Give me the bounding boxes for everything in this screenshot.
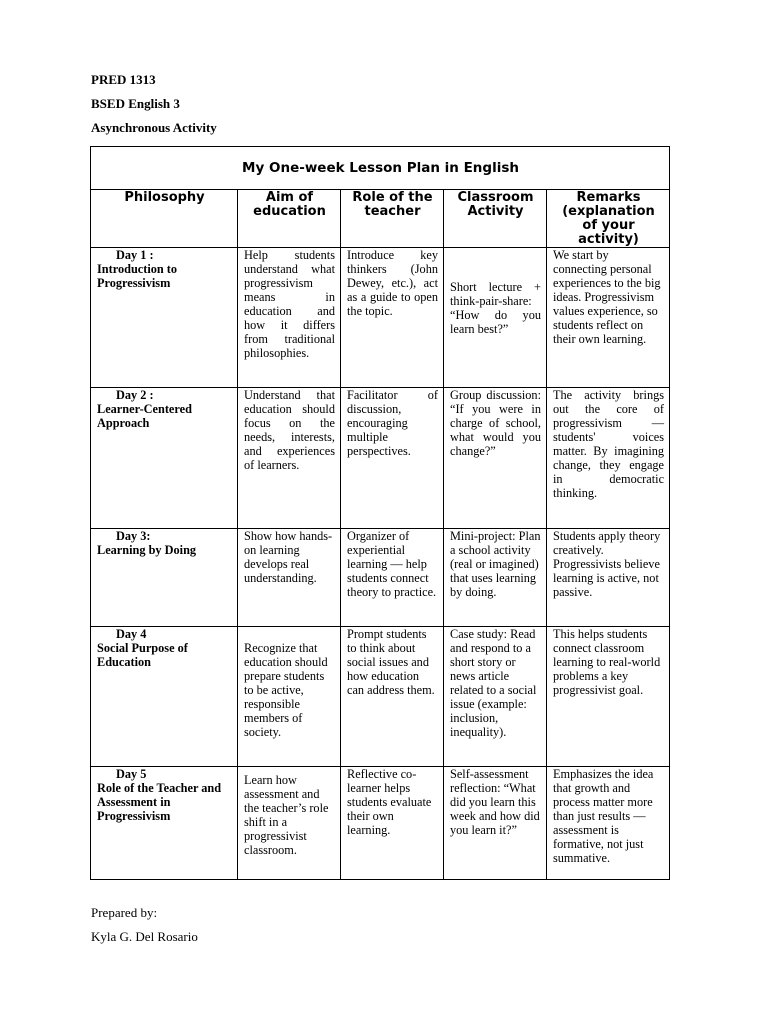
table-row: [91, 627, 670, 767]
prepared-by-label: Prepared by:: [91, 905, 158, 920]
aim-cell: Help students understand what progressivism means in education and how it differs from traditional philosophies.: [238, 248, 341, 388]
aim-cell: Show how hands-on learning develops real understanding.: [238, 529, 341, 627]
day-topic: Learner-Centered Approach: [97, 402, 192, 430]
day-label: Day 3:: [116, 529, 151, 543]
philosophy-cell: [91, 529, 238, 627]
role-cell: Reflective co-learner helps students evaluate their own learning.: [341, 767, 444, 880]
day-topic: Introduction to Progressivism: [97, 262, 178, 290]
column-header-role: Role of the teacher: [341, 190, 444, 248]
table-row: [91, 767, 670, 880]
course-code: PRED 1313: [91, 72, 156, 87]
table-row: [91, 388, 670, 529]
remarks-cell: The activity brings out the core of progressivism — students' voices matter. By imagining change, they engage in democratic thinking.: [547, 388, 670, 529]
activity-cell: Mini-project: Plan a school activity (real or imagined) that uses learning by doing.: [444, 529, 547, 627]
table-row: [91, 529, 670, 627]
remarks-cell: Emphasizes the idea that growth and process matter more than just results — assessment is formative, not just summative.: [547, 767, 670, 880]
day-topic: Social Purpose of Education: [97, 641, 188, 669]
activity-cell: Case study: Read and respond to a short story or news article related to a social issue (example: inclusion, inequality).: [444, 627, 547, 767]
column-header-activity: Classroom Activity: [444, 190, 547, 248]
philosophy-cell: [91, 767, 238, 880]
activity-cell: Self-assessment reflection: “What did you learn this week and how did you learn it?”: [444, 767, 547, 880]
column-header-remarks: Remarks (explanation of your activity): [547, 190, 670, 248]
day-label: Day 2 :: [116, 388, 154, 402]
activity-type: Asynchronous Activity: [91, 120, 217, 135]
aim-cell: Understand that education should focus on the needs, interests, and experiences of learners.: [238, 388, 341, 529]
lesson-plan-table: [90, 146, 670, 880]
philosophy-cell: [91, 627, 238, 767]
section-name: BSED English 3: [91, 96, 180, 111]
role-cell: Introduce key thinkers (John Dewey, etc.), act as a guide to open the topic.: [341, 248, 444, 388]
day-label: Day 1 :: [116, 248, 154, 262]
author-name: Kyla G. Del Rosario: [91, 929, 198, 944]
philosophy-cell: [91, 248, 238, 388]
aim-cell: Recognize that education should prepare students to be active, responsible members of society.: [238, 627, 341, 767]
activity-cell: Group discussion: “If you were in charge of school, what would you change?”: [444, 388, 547, 529]
activity-cell: Short lecture + think-pair-share: “How do you learn best?”: [444, 248, 547, 388]
remarks-cell: We start by connecting personal experiences to the big ideas. Progressivism values experience, so students reflect on their own learning.: [547, 248, 670, 388]
day-topic: Role of the Teacher and Assessment in Progressivism: [97, 781, 222, 823]
day-topic: Learning by Doing: [97, 543, 197, 557]
table-row: [91, 248, 670, 388]
table-title: My One-week Lesson Plan in English: [91, 147, 670, 190]
column-header-philosophy: Philosophy: [91, 190, 238, 248]
day-label: Day 5: [116, 767, 147, 781]
remarks-cell: This helps students connect classroom learning to real-world problems a key progressivist goal.: [547, 627, 670, 767]
day-label: Day 4: [116, 627, 147, 641]
role-cell: Organizer of experiential learning — help students connect theory to practice.: [341, 529, 444, 627]
aim-cell: Learn how assessment and the teacher’s role shift in a progressivist classroom.: [238, 767, 341, 880]
column-header-aim: Aim of education: [238, 190, 341, 248]
role-cell: Facilitator of discussion, encouraging multiple perspectives.: [341, 388, 444, 529]
philosophy-cell: [91, 388, 238, 529]
remarks-cell: Students apply theory creatively. Progressivists believe learning is active, not passive.: [547, 529, 670, 627]
role-cell: Prompt students to think about social issues and how education can address them.: [341, 627, 444, 767]
